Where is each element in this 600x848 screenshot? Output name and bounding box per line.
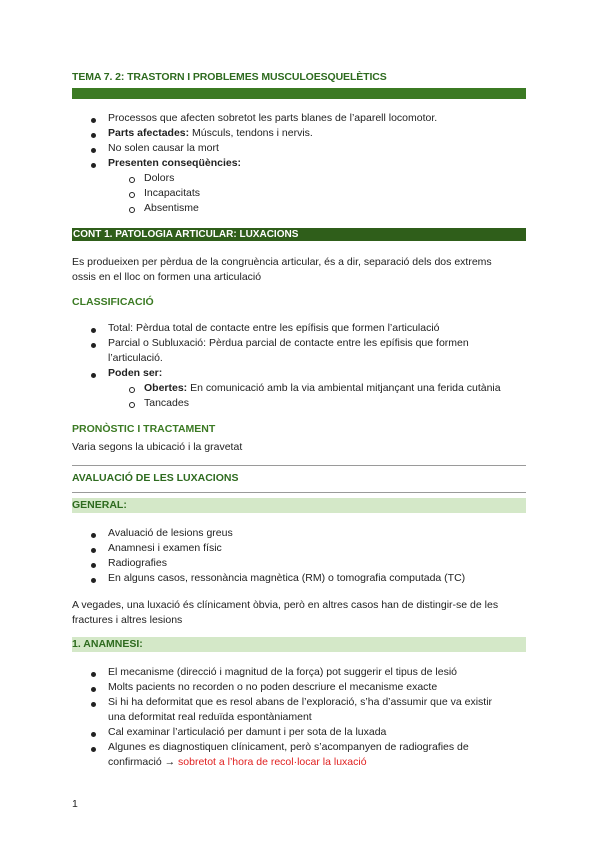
bullet-dot	[91, 672, 96, 677]
bullet-dot	[91, 687, 96, 692]
section-1-para-line-1: Es produeixen per pèrdua de la congruència articular, és a dir, separació dels dos extrems	[72, 256, 492, 268]
classificacio-heading: CLASSIFICACIÓ	[72, 296, 154, 308]
general-para-line-2: fractures i altres lesions	[72, 614, 183, 626]
bullet-dot	[91, 133, 96, 138]
pronostic-heading: PRONÒSTIC I TRACTAMENT	[72, 423, 216, 435]
bullet-dot	[91, 328, 96, 333]
sub-bullet-ring	[129, 177, 135, 183]
sub-bullet-ring	[129, 387, 135, 393]
bullet-dot	[91, 118, 96, 123]
anamnesi-bullet-5-line-2	[108, 755, 367, 770]
anamnesi-bullet-5-line-1: Algunes es diagnostiquen clínicament, però s’acompanyen de radiografies de	[108, 741, 469, 753]
classificacio-bullet-3	[108, 366, 162, 381]
bullet-dot	[91, 702, 96, 707]
divider-top	[72, 465, 526, 466]
sub-bullet-ring	[129, 402, 135, 408]
arrow-icon: →	[164, 756, 176, 768]
bullet-dot	[91, 563, 96, 568]
intro-sub-1: Dolors	[144, 172, 175, 184]
bullet-dot	[91, 163, 96, 168]
bullet-dot	[91, 732, 96, 737]
bullet-dot	[91, 373, 96, 378]
anamnesi-bullet-1: El mecanisme (direcció i magnitud de la força) pot suggerir el tipus de lesió	[108, 666, 457, 678]
intro-bullet-2-bold: Parts afectades:	[108, 127, 190, 139]
classificacio-sub-1-rest: En comunicació amb la via ambiental mitjançant una ferida cutània	[187, 382, 501, 394]
page-number: 1	[72, 798, 78, 810]
classificacio-bullet-1: Total: Pèrdua total de contacte entre les epífisis que formen l’articulació	[108, 322, 440, 334]
intro-sub-3: Absentisme	[144, 202, 199, 214]
anamnesi-bullet-4: Cal examinar l’articulació per damunt i per sota de la luxada	[108, 726, 387, 738]
bullet-dot	[91, 148, 96, 153]
classificacio-sub-1	[144, 381, 501, 396]
classificacio-bullet-2-line-1: Parcial o Subluxació: Pèrdua parcial de contacte entre les epífisis que formen	[108, 337, 469, 349]
sub-bullet-ring	[129, 207, 135, 213]
anamnesi-bullet-5-highlight: sobretot a l’hora de recol·locar la luxació	[175, 756, 367, 768]
intro-bullet-4	[108, 156, 241, 171]
classificacio-bullet-2-line-2: l’articulació.	[108, 352, 163, 364]
intro-bullet-2	[108, 126, 313, 141]
bullet-dot	[91, 533, 96, 538]
intro-bullet-1: Processos que afecten sobretot les parts blanes de l’aparell locomotor.	[108, 112, 438, 124]
anamnesi-bullet-3-line-1: Si hi ha deformitat que es resol abans de l’exploració, s’ha d’assumir que va existir	[108, 696, 493, 708]
anamnesi-bullet-3-line-2: una deformitat real reduïda espontàniament	[108, 711, 312, 723]
classificacio-sub-1-bold: Obertes:	[144, 382, 188, 394]
anamnesi-bar: 1. ANAMNESI:	[72, 637, 526, 652]
bullet-dot	[91, 343, 96, 348]
classificacio-bullet-3-bold: Poden ser:	[108, 367, 163, 379]
intro-bullet-2-rest: Músculs, tendons i nervis.	[189, 127, 313, 139]
bullet-dot	[91, 747, 96, 752]
title-bar	[72, 88, 526, 99]
section-1-bar: CONT 1. PATOLOGIA ARTICULAR: LUXACIONS	[72, 228, 526, 241]
general-bullet-3: Radiografies	[108, 557, 167, 569]
intro-bullet-3: No solen causar la mort	[108, 142, 219, 154]
section-1-para-line-2: ossis en el lloc on formen una articulació	[72, 271, 262, 283]
anamnesi-bullet-5-start: confirmació	[108, 756, 165, 768]
bullet-dot	[91, 548, 96, 553]
general-bullet-2: Anamnesi i examen físic	[108, 542, 222, 554]
bullet-dot	[91, 578, 96, 583]
anamnesi-bullet-2: Molts pacients no recorden o no poden descriure el mecanisme exacte	[108, 681, 438, 693]
general-para-line-1: A vegades, una luxació és clínicament òbvia, però en altres casos han de distingir-se de les	[72, 599, 499, 611]
general-bullet-4: En alguns casos, ressonància magnètica (RM) o tomografia computada (TC)	[108, 572, 466, 584]
avaluacio-heading: AVALUACIÓ DE LES LUXACIONS	[72, 472, 239, 484]
sub-bullet-ring	[129, 192, 135, 198]
intro-bullet-4-bold: Presenten conseqüències:	[108, 157, 242, 169]
general-bar: GENERAL:	[72, 498, 526, 513]
document-title: TEMA 7. 2: TRASTORN I PROBLEMES MUSCULOESQUELÈTICS	[72, 71, 387, 83]
pronostic-text: Varia segons la ubicació i la gravetat	[72, 441, 243, 453]
intro-sub-2: Incapacitats	[144, 187, 201, 199]
divider-bottom	[72, 492, 526, 493]
general-bullet-1: Avaluació de lesions greus	[108, 527, 233, 539]
classificacio-sub-2: Tancades	[144, 397, 189, 409]
